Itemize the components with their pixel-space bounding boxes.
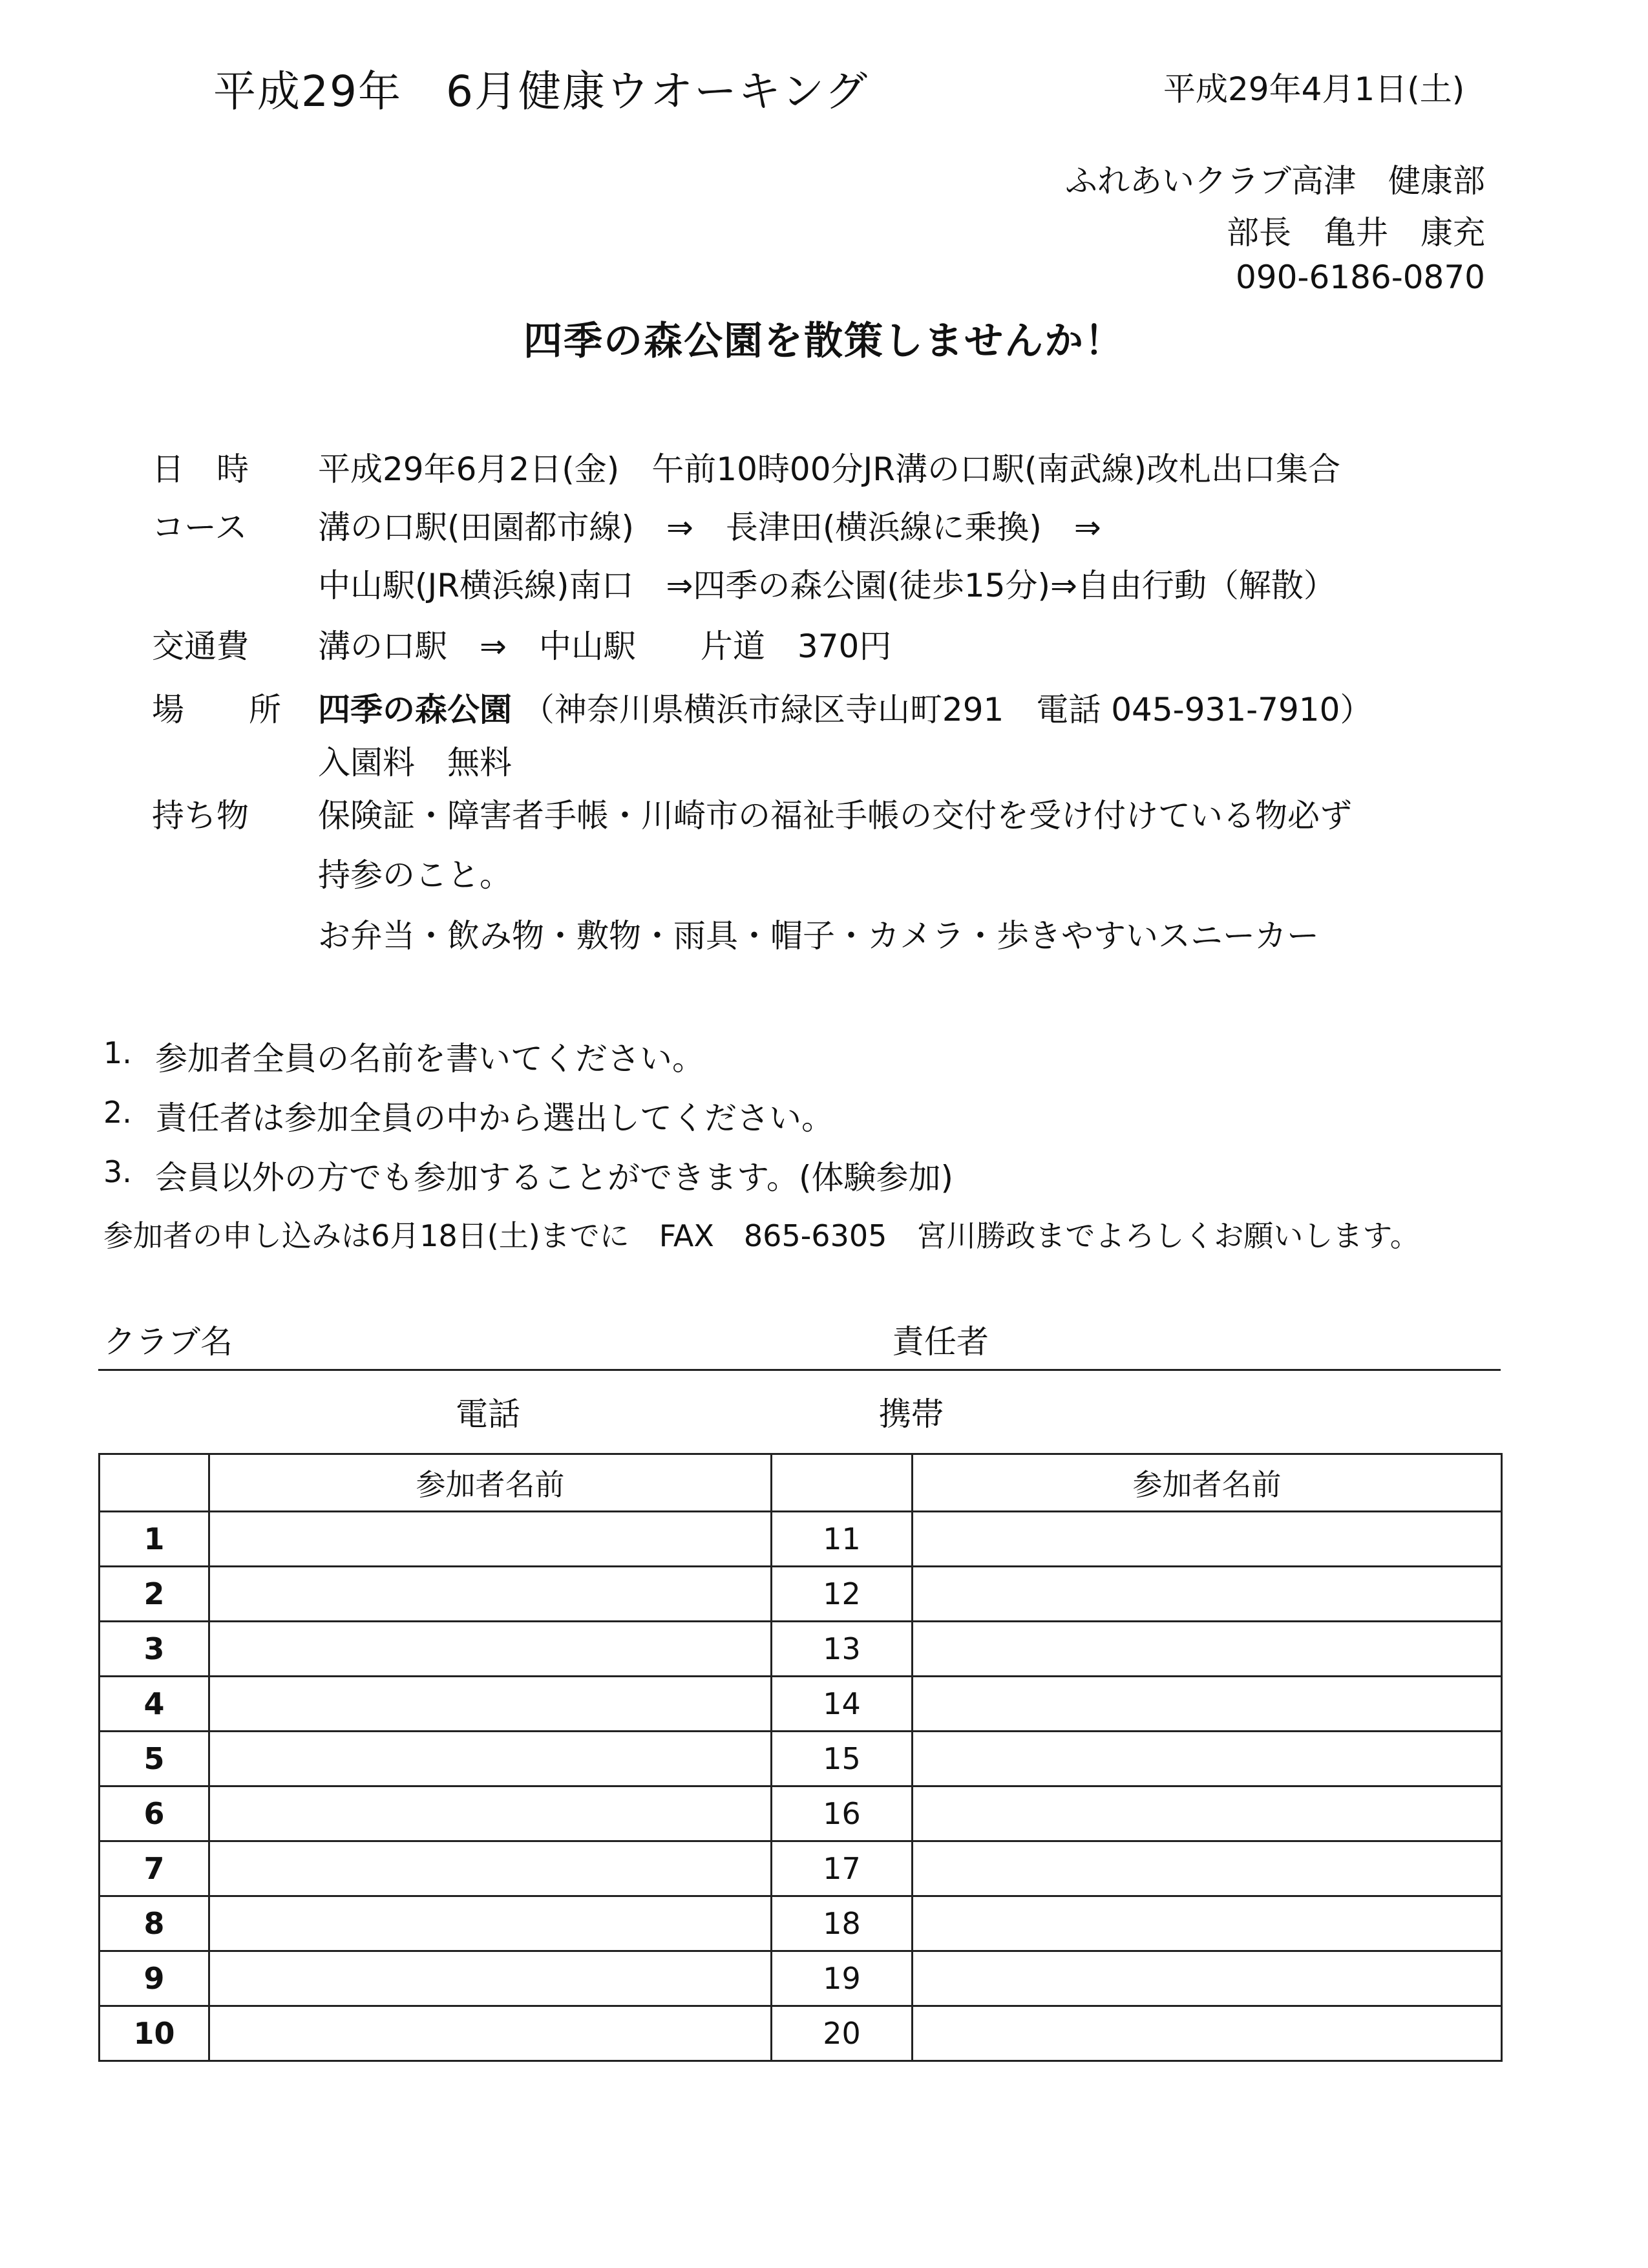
row-number: 12: [772, 1567, 913, 1622]
datetime-value: 平成29年6月2日(金) 午前10時00分JR溝の口駅(南武線)改札出口集合: [318, 450, 1341, 488]
issue-date: 平成29年4月1日(土): [1163, 70, 1465, 108]
row-number: 18: [772, 1896, 913, 1951]
items-label: 持ち物: [152, 797, 249, 834]
course-label: コース: [152, 509, 248, 546]
place-name: 四季の森公園: [318, 691, 512, 728]
fare-value: 溝の口駅 ⇒ 中山駅 片道 370円: [318, 628, 892, 665]
participant-name-field[interactable]: [209, 1567, 772, 1622]
table-row: [100, 1622, 1502, 1677]
row-number: 14: [772, 1677, 913, 1732]
row-number: 8: [100, 1896, 209, 1951]
note-number: 1.: [103, 1035, 132, 1070]
participant-name-field[interactable]: [913, 1786, 1502, 1841]
club-name-label: クラブ名: [103, 1323, 233, 1361]
table-row: [100, 2006, 1502, 2061]
mobile-label: 携帯: [879, 1395, 944, 1433]
participant-name-field[interactable]: [913, 1951, 1502, 2006]
row-number: 1: [100, 1512, 209, 1567]
row-number: 3: [100, 1622, 209, 1677]
row-number: 5: [100, 1732, 209, 1786]
participant-name-field[interactable]: [209, 1512, 772, 1567]
row-number: 7: [100, 1841, 209, 1896]
place-detail: （神奈川県横浜市緑区寺山町291 電話 045-931-7910）: [522, 691, 1373, 728]
row-number: 16: [772, 1786, 913, 1841]
participant-name-field[interactable]: [913, 1622, 1502, 1677]
place-value: [318, 684, 1372, 730]
participant-name-field[interactable]: [209, 1786, 772, 1841]
table-header-row: [100, 1454, 1502, 1512]
row-number: 9: [100, 1951, 209, 2006]
row-number: 19: [772, 1951, 913, 2006]
application-instructions: 参加者の申し込みは6月18日(土)までに FAX 865-6305 宮川勝政までよろしくお願いします。: [103, 1218, 1420, 1253]
row-number: 10: [100, 2006, 209, 2061]
table-row: [100, 1841, 1502, 1896]
table-row: [100, 1786, 1502, 1841]
participant-name-field[interactable]: [913, 1677, 1502, 1732]
header-number-cell: [100, 1454, 209, 1512]
row-number: 11: [772, 1512, 913, 1567]
header-name-cell: 参加者名前: [209, 1454, 772, 1512]
headline: 四季の森公園を散策しませんか！: [523, 319, 1125, 364]
course-line-2: 中山駅(JR横浜線)南口 ⇒四季の森公園(徒歩15分)⇒自由行動（解散）: [318, 567, 1336, 604]
table-row: [100, 1732, 1502, 1786]
participant-name-field[interactable]: [913, 1896, 1502, 1951]
table-row: [100, 1896, 1502, 1951]
table-row: [100, 1951, 1502, 2006]
participant-name-field[interactable]: [209, 1841, 772, 1896]
signature-line: [98, 1369, 1501, 1371]
table-row: [100, 1567, 1502, 1622]
row-number: 13: [772, 1622, 913, 1677]
fare-label: 交通費: [152, 628, 249, 665]
participant-name-field[interactable]: [913, 1512, 1502, 1567]
note-text: 会員以外の方でも参加することができます。(体験参加): [155, 1159, 954, 1196]
phone-label: 電話: [456, 1395, 520, 1433]
place-label: 場 所: [152, 691, 281, 728]
participant-name-field[interactable]: [913, 2006, 1502, 2061]
organization-name: ふれあいクラブ高津 健康部: [1065, 162, 1485, 200]
row-number: 17: [772, 1841, 913, 1896]
participant-name-field[interactable]: [209, 2006, 772, 2061]
note-number: 2.: [103, 1095, 132, 1130]
table-row: [100, 1677, 1502, 1732]
admission-fee: 入園料 無料: [318, 744, 512, 781]
leader-name: 部長 亀井 康充: [1227, 214, 1485, 251]
header-number-cell: [772, 1454, 913, 1512]
course-line-1: 溝の口駅(田園都市線) ⇒ 長津田(横浜線に乗換) ⇒: [318, 509, 1101, 546]
responsible-person-label: 責任者: [892, 1323, 989, 1361]
row-number: 6: [100, 1786, 209, 1841]
table-row: [100, 1512, 1502, 1567]
participant-name-field[interactable]: [209, 1951, 772, 2006]
contact-phone: 090-6186-0870: [1235, 259, 1485, 296]
note-text: 責任者は参加全員の中から選出してください。: [155, 1099, 834, 1137]
participant-roster-table: [98, 1453, 1503, 2062]
items-line-1: 保険証・障害者手帳・川崎市の福祉手帳の交付を受け付けている物必ず: [318, 797, 1352, 834]
items-line-2: 持参のこと。: [318, 856, 512, 894]
participant-name-field[interactable]: [913, 1841, 1502, 1896]
row-number: 15: [772, 1732, 913, 1786]
row-number: 2: [100, 1567, 209, 1622]
datetime-label: 日 時: [152, 450, 249, 488]
participant-name-field[interactable]: [913, 1567, 1502, 1622]
document-title: 平成29年 6月健康ウオーキング: [213, 67, 869, 116]
row-number: 20: [772, 2006, 913, 2061]
header-name-cell: 参加者名前: [913, 1454, 1502, 1512]
participant-name-field[interactable]: [209, 1677, 772, 1732]
participant-name-field[interactable]: [209, 1622, 772, 1677]
participant-name-field[interactable]: [209, 1896, 772, 1951]
participant-name-field[interactable]: [913, 1732, 1502, 1786]
row-number: 4: [100, 1677, 209, 1732]
note-text: 参加者全員の名前を書いてください。: [155, 1040, 704, 1077]
items-line-3: お弁当・飲み物・敷物・雨具・帽子・カメラ・歩きやすいスニーカー: [318, 917, 1319, 955]
participant-name-field[interactable]: [209, 1732, 772, 1786]
note-number: 3.: [103, 1154, 132, 1189]
